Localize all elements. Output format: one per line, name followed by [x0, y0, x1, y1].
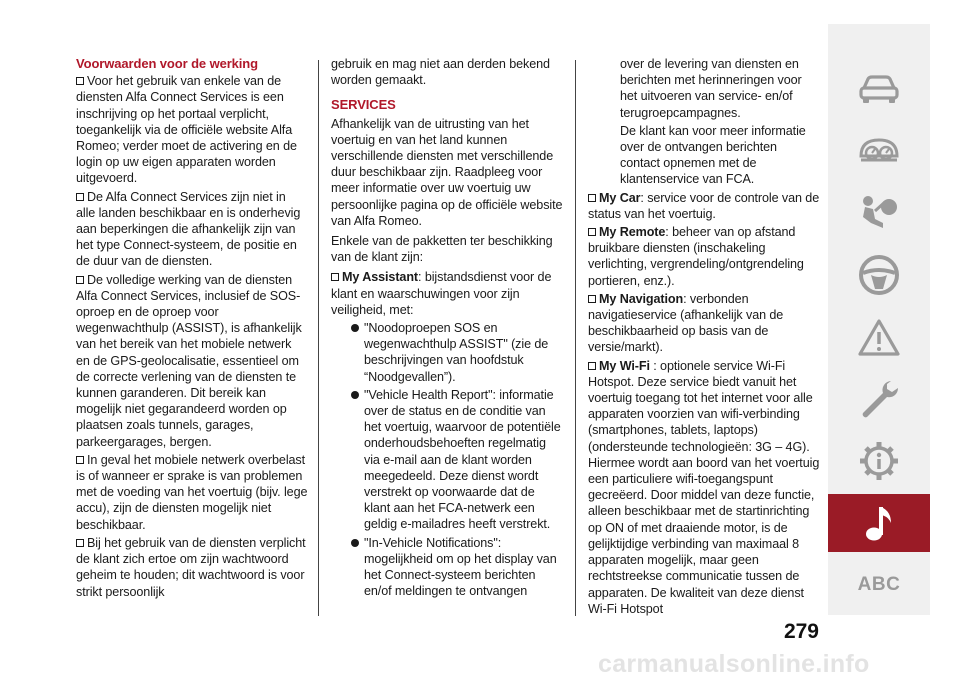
paragraph: De volledige werking van de diensten Alfa Connect Services, inclusief de SOS-oproep en de oproep voor wegenwachthulp (ASSIST), is afhankelijk van het bereik van het mobiele netwerk en de GPS-geolocalisatie, essentieel om de correcte verlening van de diensten te kunnen garanderen. Dit bereik kan mogelijk niet gegarandeerd worden op plaatsen zoals tunnels, garages, parkeergarages, bergen. [76, 272, 302, 449]
bullet-note: De klant kan voor meer informatie over de ontvangen berichten contact opnemen met de klantenservice van FCA. [620, 123, 806, 187]
section-heading: Voorwaarden voor de werking [76, 56, 258, 71]
page-number: 279 [783, 620, 819, 643]
paragraph: My Assistant: bijstandsdienst voor de klant en waarschuwingen voor zijn veiligheid, met: [331, 270, 552, 317]
paragraph: My Wi-Fi : optionele service Wi-Fi Hotspot. Deze service biedt vanuit het voertuig toegang tot het internet voor alle apparaten voorzien van wifi-verbinding (smartphones, tablets, laptops) (ondersteunde technologieën: 3G – 4G). Hiermee wordt aan boord van het voertuig een particuliere wifi-toegangspunt gecreëerd. Door middel van deze functie, alleen beschikbaar met de startinrichting op ON of met draaiende motor, is de gelijktijdige verbinding van maximaal 8 apparaten mogelijk, maar geen rechtstreekse communicatie tussen de apparaten. De kwaliteit van deze dienst Wi-Fi Hotspot [588, 358, 820, 616]
checkbox-square-icon [588, 194, 596, 202]
column-middle [331, 56, 563, 602]
package-label: My Assistant [342, 270, 419, 285]
paragraph: My Car: service voor de controle van de status van het voertuig. [588, 190, 820, 221]
checkbox-square-icon [588, 228, 596, 236]
column-divider [575, 60, 576, 616]
paragraph: My Navigation: verbonden navigatieservice (afhankelijk van de beschikbaarheid op basis van de versie/markt). [588, 291, 784, 355]
paragraph: My Remote: beheer van op afstand bruikbare diensten (inschakeling verlichting, vergrendeling/ontgrendeling portieren, enz.). [588, 225, 804, 288]
column-right [588, 56, 820, 619]
car-icon[interactable] [828, 60, 930, 118]
bullet-continuation: over de levering van diensten en berichten met herinneringen voor het uitvoeren van service- en/of terugroepcampagnes. [620, 57, 802, 120]
checkbox-square-icon [76, 276, 84, 284]
checkbox-square-icon [76, 539, 84, 547]
checkbox-square-icon [76, 456, 84, 464]
package-label: My Wi-Fi [599, 358, 650, 373]
paragraph: gebruik en mag niet aan derden bekend worden gemaakt. [331, 57, 550, 88]
music-note-icon[interactable] [828, 494, 930, 552]
airbag-icon[interactable] [828, 184, 930, 242]
paragraph: In geval het mobiele netwerk overbelast is of wanneer er sprake is van problemen met de voeding van het voertuig (bijv. lege accu), zijn de diensten mogelijk niet beschikbaar. [76, 452, 308, 532]
checkbox-square-icon [76, 77, 84, 85]
abc-index-label[interactable]: ABC [857, 574, 901, 595]
bullet-item: "Vehicle Health Report": informatie over de status en de conditie van het voertuig, waarvoor de potentiële onderhoudsbehoeften regelmatig via e-mail aan de klant worden meegedeeld. Deze dienst wordt verstrekt op voorwaarde dat de klant aan het FCA-netwerk een geldig e-mailadres heeft verstrekt. [331, 387, 563, 533]
chapter-sidebar [828, 24, 930, 615]
services-heading: SERVICES [331, 97, 396, 113]
warning-icon[interactable] [828, 308, 930, 366]
checkbox-square-icon [331, 273, 339, 281]
bullet-dot-icon [351, 324, 359, 332]
bullet-item: "In-Vehicle Notifications": mogelijkheid om op het display van het Connect-systeem berichten en/of meldingen te ontvangen [331, 535, 563, 600]
package-label: My Car [599, 190, 641, 205]
wrench-icon[interactable] [828, 370, 930, 428]
bullet-dot-icon [351, 391, 359, 399]
checkbox-square-icon [588, 295, 596, 303]
bullet-dot-icon [351, 539, 359, 547]
paragraph: Bij het gebruik van de diensten verplicht de klant zich ertoe om zijn wachtwoord geheim te houden; dit wachtwoord is voor strikt persoonlijk [76, 535, 306, 599]
dashboard-icon[interactable] [828, 122, 930, 180]
paragraph: Enkele van de pakketten ter beschikking van de klant zijn: [331, 234, 553, 265]
settings-info-icon[interactable] [828, 432, 930, 490]
checkbox-square-icon [588, 362, 596, 370]
package-label: My Navigation [599, 291, 684, 306]
bullet-item: "Noodoproepen SOS en wegenwachthulp ASSIST" (zie de beschrijvingen van hoofdstuk “Noodgevallen”). [331, 320, 563, 385]
paragraph: De Alfa Connect Services zijn niet in alle landen beschikbaar en is onderhevig aan beperkingen die afhankelijk zijn van het type Connect-systeem, de positie en de duur van de diensten. [76, 189, 301, 269]
paragraph: Voor het gebruik van enkele van de diensten Alfa Connect Services is een inschrijving op het portaal verplicht, toegankelijk via de officiële website Alfa Romeo; verder moet de activering en de login op uw eigen apparaten worden uitgevoerd. [76, 74, 297, 186]
column-left [76, 56, 308, 602]
checkbox-square-icon [76, 193, 84, 201]
package-label: My Remote [599, 225, 666, 240]
steering-wheel-icon[interactable] [828, 246, 930, 304]
watermark-footer: carmanualsonline.info [598, 650, 870, 678]
column-divider [318, 60, 319, 616]
paragraph: Afhankelijk van de uitrusting van het voertuig en van het land kunnen verschillende diensten met verschillende duur beschikbaar zijn. Raadpleeg voor meer informatie over uw voertuig uw persoonlijke pagina op de officiële website van Alfa Romeo. [331, 116, 563, 228]
